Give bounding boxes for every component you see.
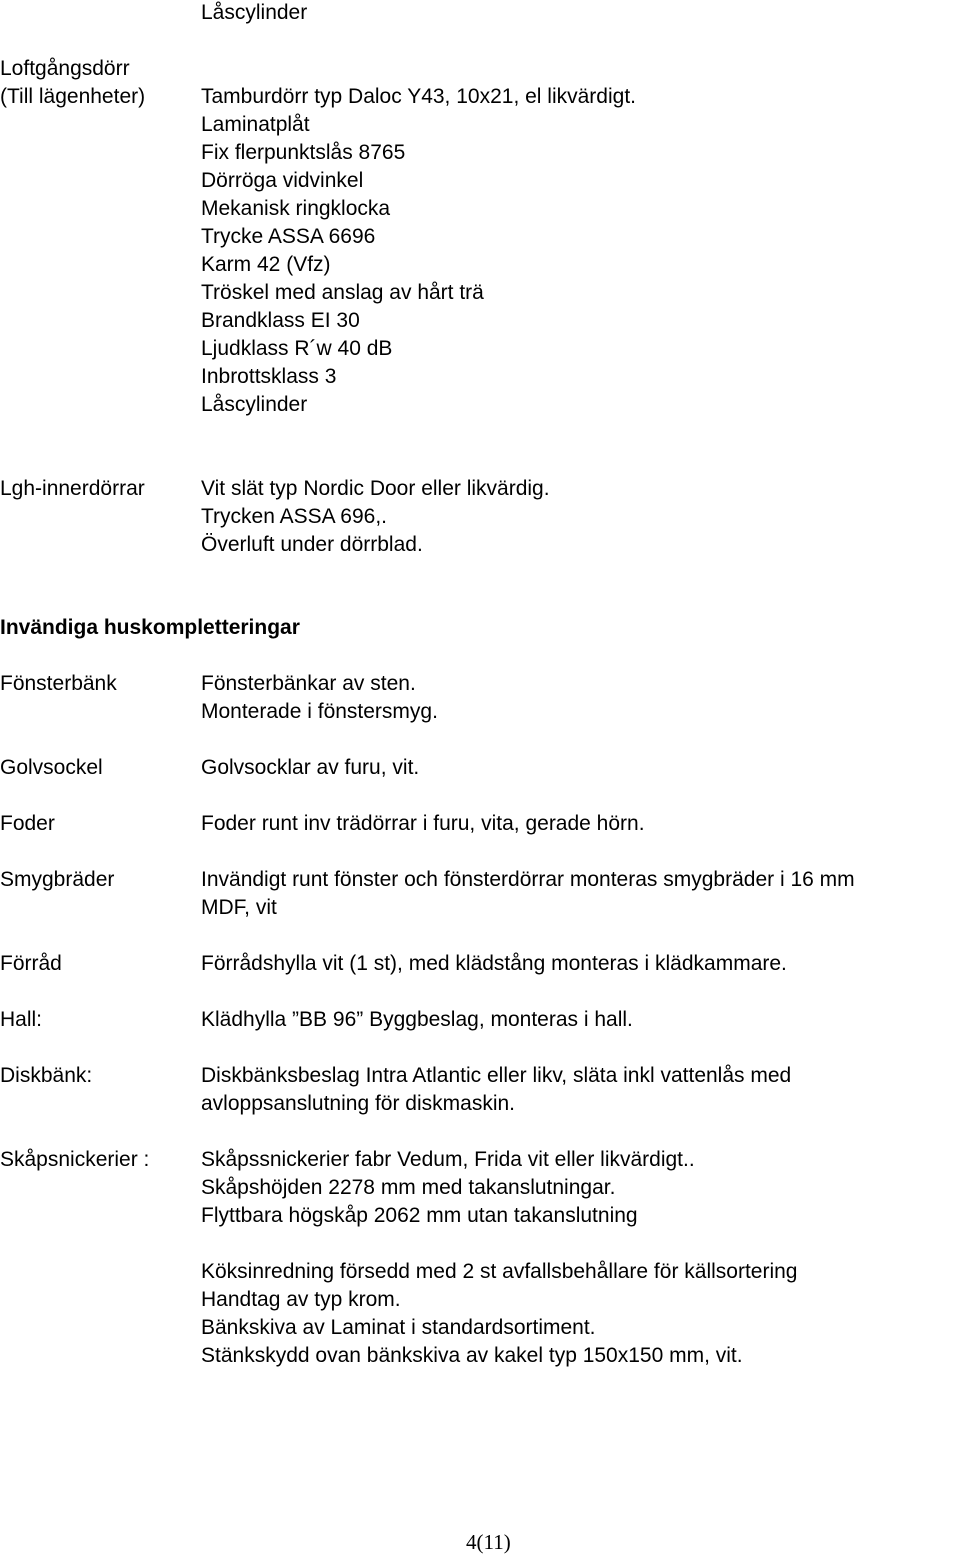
row-value-line: avloppsanslutning för diskmaskin. <box>201 1092 515 1115</box>
loftgang-line: Ljudklass R´w 40 dB <box>201 337 393 360</box>
row-label-golvsockel: Golvsockel <box>0 756 103 779</box>
row-label-fonsterbank: Fönsterbänk <box>0 672 117 695</box>
row-label-hall: Hall: <box>0 1008 43 1031</box>
loftgang-line: Mekanisk ringklocka <box>201 197 391 220</box>
row-value-line: Diskbänksbeslag Intra Atlantic eller likv, släta inkl vattenlås med <box>201 1064 792 1087</box>
loftgang-line: Dörröga vidvinkel <box>201 169 364 192</box>
top-first-line: Låscylinder <box>201 1 308 24</box>
loftgang-label: Loftgångsdörr <box>0 57 130 80</box>
row-label-skapsnickerier: Skåpsnickerier : <box>0 1148 150 1171</box>
loftgang-line: Inbrottsklass 3 <box>201 365 337 388</box>
row-value-line: Flyttbara högskåp 2062 mm utan takanslutning <box>201 1204 638 1227</box>
row-value-line: Skåpshöjden 2278 mm med takanslutningar. <box>201 1176 616 1199</box>
row-label-smygbrader: Smygbräder <box>0 868 115 891</box>
innerdorrar-line: Överluft under dörrblad. <box>201 533 423 556</box>
loftgang-line: Laminatplåt <box>201 113 310 136</box>
row-value-line: Invändigt runt fönster och fönsterdörrar monteras smygbräder i 16 mm <box>201 868 855 891</box>
row-label-diskbank: Diskbänk: <box>0 1064 93 1087</box>
row-value-line: Skåpssnickerier fabr Vedum, Frida vit eller likvärdigt.. <box>201 1148 695 1171</box>
loftgang-label-sub: (Till lägenheter) <box>0 85 146 108</box>
loftgang-line: Brandklass EI 30 <box>201 309 360 332</box>
loftgang-line: Låscylinder <box>201 393 308 416</box>
row-label-foder: Foder <box>0 812 55 835</box>
innerdorrar-line: Trycken ASSA 696,. <box>201 505 387 528</box>
kok-line: Handtag av typ krom. <box>201 1288 401 1311</box>
row-value-line: Golvsocklar av furu, vit. <box>201 756 420 779</box>
kok-line: Stänkskydd ovan bänkskiva av kakel typ 150x150 mm, vit. <box>201 1344 743 1367</box>
row-value-line: Fönsterbänkar av sten. <box>201 672 416 695</box>
page-number: 4(11) <box>466 1530 511 1554</box>
innerdorrar-line: Vit slät typ Nordic Door eller likvärdig. <box>201 477 550 500</box>
loftgang-line: Karm 42 (Vfz) <box>201 253 331 276</box>
row-value-line: Monterade i fönstersmyg. <box>201 700 438 723</box>
loftgang-line: Trycke ASSA 6696 <box>201 225 376 248</box>
row-value-line: Klädhylla ”BB 96” Byggbeslag, monteras i hall. <box>201 1008 633 1031</box>
section-heading: Invändiga huskompletteringar <box>0 616 300 639</box>
innerdorrar-label: Lgh-innerdörrar <box>0 477 145 500</box>
row-value-line: Foder runt inv trädörrar i furu, vita, gerade hörn. <box>201 812 645 835</box>
row-label-forrad: Förråd <box>0 952 62 975</box>
loftgang-line: Tröskel med anslag av hårt trä <box>201 281 484 304</box>
loftgang-line: Tamburdörr typ Daloc Y43, 10x21, el likvärdigt. <box>201 85 636 108</box>
loftgang-line: Fix flerpunktslås 8765 <box>201 141 406 164</box>
row-value-line: Förrådshylla vit (1 st), med klädstång monteras i klädkammare. <box>201 952 787 975</box>
row-value-line: MDF, vit <box>201 896 277 919</box>
kok-line: Bänkskiva av Laminat i standardsortiment. <box>201 1316 596 1339</box>
kok-line: Köksinredning försedd med 2 st avfallsbehållare för källsortering <box>201 1260 798 1283</box>
